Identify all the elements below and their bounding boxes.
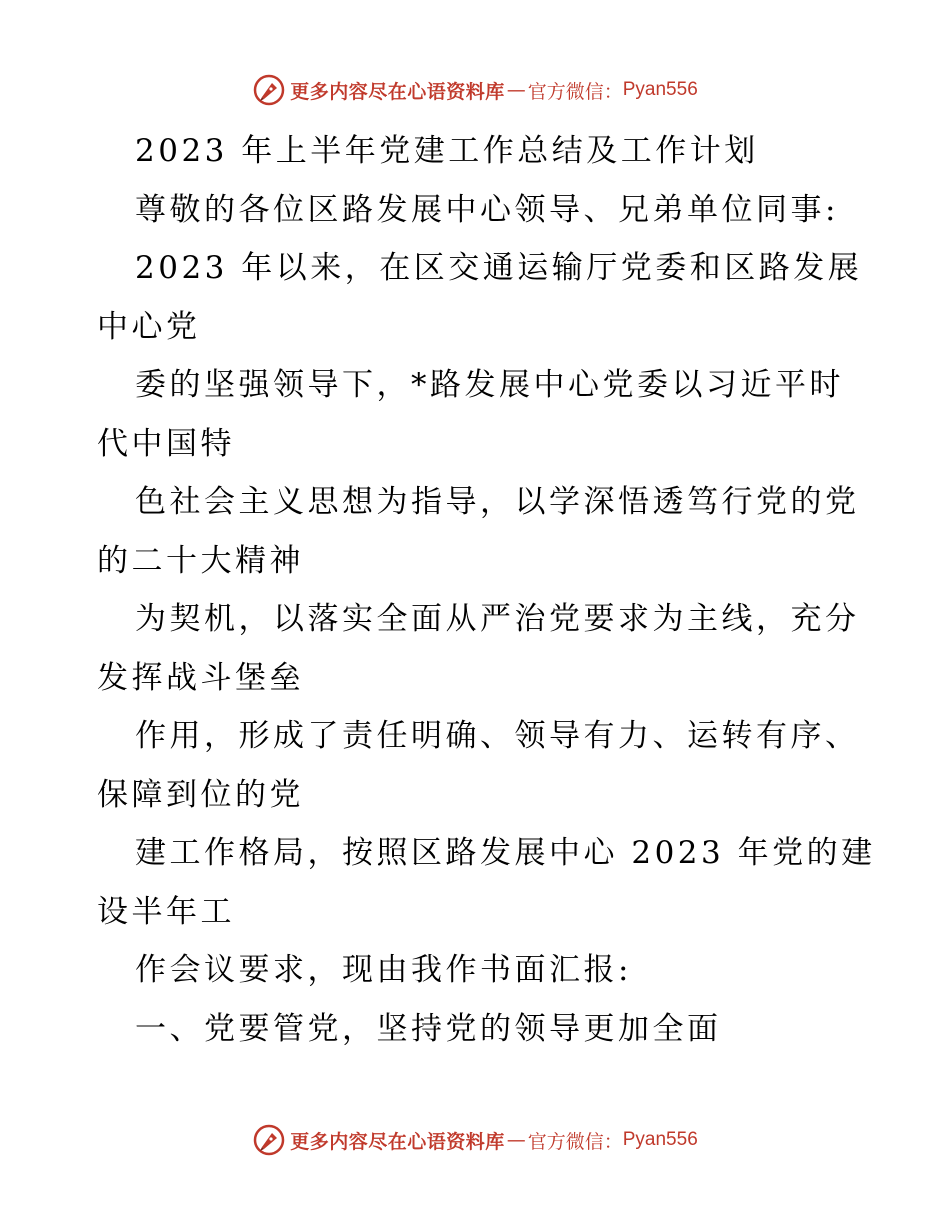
salutation-line: 尊敬的各位区路发展中心领导、兄弟单位同事: [135,191,839,228]
section-heading: 一、党要管党，坚持党的领导更加全面 [135,1010,722,1047]
paragraph-line: 设半年工 [97,893,235,930]
paragraph-line: 建工作格局，按照区路发展中心 2023 年党的建 [135,835,876,871]
paragraph-line: 色社会主义思想为指导，以学深悟透笃行党的党 [135,484,860,520]
watermark-separator: — [506,1129,526,1151]
watermark-wechat-label: 官方微信： [527,1130,623,1153]
watermark-text: 更多内容尽在心语资料库 [290,1130,505,1153]
watermark-wechat-label: 官方微信： [527,80,623,103]
paragraph-line: 2023 年以来，在区交通运输厅党委和区路发展 [135,250,863,286]
footer-watermark [0,1120,950,1160]
paragraph-line: 为契机，以落实全面从严治党要求为主线，充分 [135,601,860,637]
paragraph-line: 的二十大精神 [97,542,304,579]
document-title: 2023 年上半年党建工作总结及工作计划 [135,133,759,169]
paragraph-line: 作会议要求，现由我作书面汇报: [135,952,632,988]
pen-nib-logo-icon [252,73,286,107]
paragraph-line: 代中国特 [97,425,235,462]
watermark-wechat-id: Pyan556 [622,79,698,100]
paragraph-line: 中心党 [97,308,201,345]
paragraph-line: 委的坚强领导下，*路发展中心党委以习近平时 [135,367,844,403]
document-body [97,122,876,1058]
paragraph-line: 作用，形成了责任明确、领导有力、运转有序、 [135,718,860,754]
paragraph-line: 保障到位的党 [97,776,304,813]
paragraph-line: 发挥战斗堡垒 [97,659,304,696]
watermark-wechat-id: Pyan556 [622,1129,698,1150]
watermark-separator: — [506,79,526,101]
header-watermark [0,70,950,110]
watermark-text: 更多内容尽在心语资料库 [290,80,505,103]
pen-nib-logo-icon [252,1123,286,1157]
